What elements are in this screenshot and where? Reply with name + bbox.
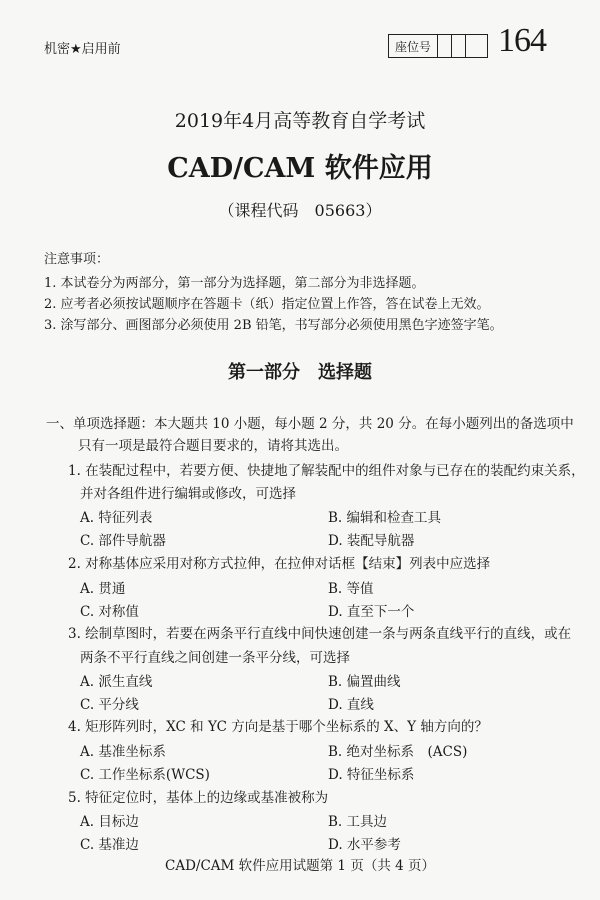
question-2-option-c: C. 对称值: [80, 604, 139, 620]
note-item: 3. 涂写部分、画图部分必须使用 2B 铅笔，书写部分必须使用黑色字迹签字笔。: [44, 318, 503, 333]
question-3-option-c: C. 平分线: [80, 697, 139, 713]
question-4-option-a: A. 基准坐标系: [80, 744, 166, 760]
question-1-cont: 并对各组件进行编辑或修改，可选择: [80, 486, 296, 502]
question-3-option-d: D. 直线: [328, 697, 374, 713]
question-2-option-b: B. 等值: [328, 581, 374, 597]
question-2: 2. 对称基体应采用对称方式拉伸，在拉伸对话框【结束】列表中应选择: [68, 556, 491, 572]
exam-title: 2019年4月高等教育自学考试: [174, 110, 426, 132]
question-2-option-a: A. 贯通: [80, 581, 126, 597]
note-item: 1. 本试卷分为两部分，第一部分为选择题，第二部分为非选择题。: [44, 276, 425, 291]
question-3-cont: 两条不平行直线之间创建一条平分线，可选择: [80, 650, 350, 666]
question-3-option-b: B. 偏置曲线: [328, 674, 401, 690]
seat-cell-divider: [451, 35, 452, 57]
note-item: 2. 应考者必须按试题顺序在答题卡（纸）指定位置上作答，答在试卷上无效。: [44, 297, 490, 312]
section-instructions: 一、单项选择题：本大题共 10 小题，每小题 2 分，共 20 分。在每小题列出的备选项中: [46, 416, 574, 432]
question-3: 3. 绘制草图时，若要在两条平行直线中间快速创建一条与两条直线平行的直线，或在: [68, 626, 572, 642]
question-5-option-b: B. 工具边: [328, 814, 388, 830]
course-code: （课程代码 05663）: [218, 201, 382, 220]
question-5-option-a: A. 目标边: [80, 814, 139, 830]
subject-title: CAD/CAM 软件应用: [167, 153, 433, 184]
question-4-option-d: D. 特征坐标系: [328, 767, 415, 783]
question-5-option-c: C. 基准边: [80, 837, 139, 853]
question-5: 5. 特征定位时，基体上的边缘或基准被称为: [68, 790, 329, 806]
question-4-option-b: B. 绝对坐标系 (ACS): [328, 744, 468, 760]
question-4: 4. 矩形阵列时，XC 和 YC 方向是基于哪个坐标系的 X、Y 轴方向的？: [68, 719, 488, 735]
seat-label: 座位号: [395, 40, 432, 54]
question-2-option-d: D. 直至下一个: [328, 604, 415, 620]
question-1-option-a: A. 特征列表: [80, 510, 153, 526]
question-4-option-c: C. 工作坐标系(WCS): [80, 767, 210, 783]
question-5-option-d: D. 水平参考: [328, 837, 401, 853]
question-1-option-b: B. 编辑和检查工具: [328, 510, 442, 526]
page-footer: CAD/CAM 软件应用试题第 1 页（共 4 页）: [165, 858, 435, 874]
seat-number: 164: [498, 22, 546, 59]
seat-cell-divider: [437, 35, 438, 57]
seat-number-box: [388, 34, 488, 58]
seat-cell-divider: [465, 35, 466, 57]
question-1-option-d: D. 装配导航器: [328, 533, 415, 549]
section-instructions: 只有一项是最符合题目要求的，请将其选出。: [78, 438, 348, 454]
confidential-label: 机密★启用前: [44, 42, 121, 57]
question-1: 1. 在装配过程中，若要方便、快捷地了解装配中的组件对象与已存在的装配约束关系，: [68, 463, 585, 479]
notes-heading: 注意事项：: [44, 252, 110, 267]
question-1-option-c: C. 部件导航器: [80, 533, 166, 549]
question-3-option-a: A. 派生直线: [80, 674, 153, 690]
part-heading: 第一部分 选择题: [228, 362, 372, 383]
